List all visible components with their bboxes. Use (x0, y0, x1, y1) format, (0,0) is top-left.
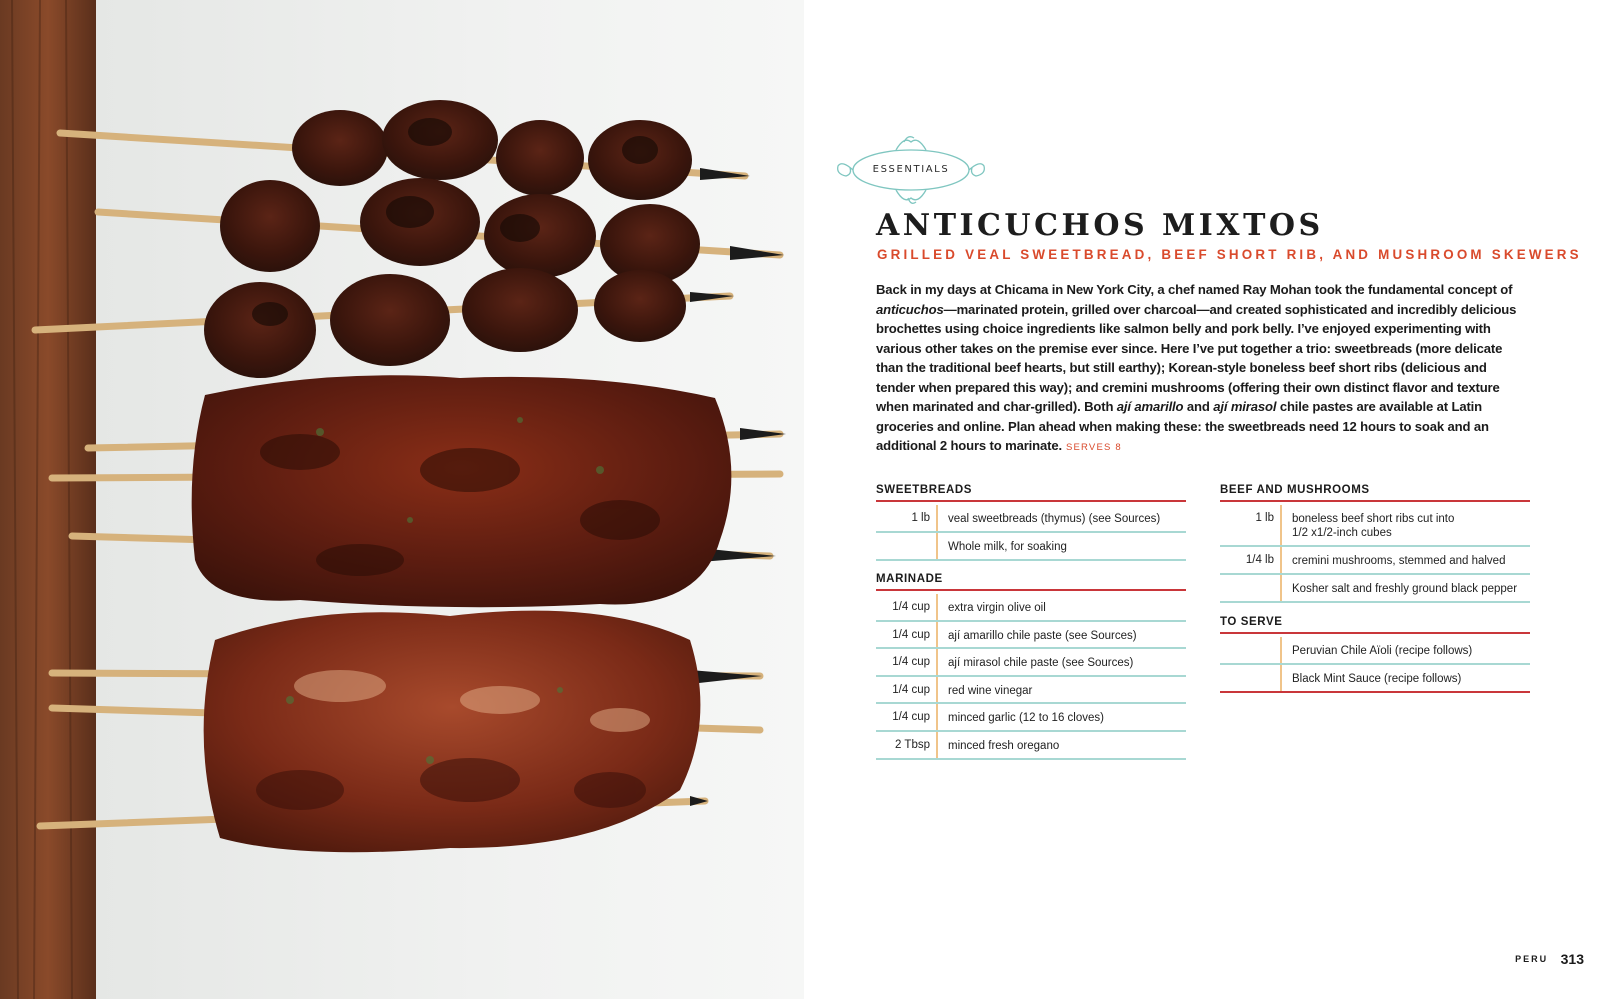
section-title-marinade: MARINADE (876, 573, 1186, 591)
ingredient-qty: 2 Tbsp (876, 732, 938, 758)
intro-line-1: Back in my days at Chicama in New York City, a chef named Ray Mohan took the fundamental concept of (876, 282, 1513, 297)
ingredient-item: Peruvian Chile Aïoli (recipe follows) (1292, 645, 1473, 657)
page-number: 313 (1560, 950, 1584, 967)
intro-term-aji-mirasol: ají mirasol (1213, 399, 1277, 414)
ingredient-row (1220, 505, 1530, 547)
ingredient-item: cremini mushrooms, stemmed and halved (1292, 555, 1506, 567)
ingredient-row (876, 677, 1186, 704)
ingredient-item: ají mirasol chile paste (see Sources) (948, 657, 1134, 669)
country-label: PERU (1515, 953, 1549, 964)
intro-and: and (1183, 399, 1214, 414)
ingredient-qty: 1/4 cup (876, 704, 938, 730)
section-title-sweetbreads: SWEETBREADS (876, 484, 1186, 502)
ingredient-qty: 1 lb (876, 505, 938, 531)
ingredient-item-line-2: 1/2 x1/2-inch cubes (1292, 527, 1392, 539)
ingredient-qty: 1/4 cup (876, 622, 938, 647)
ingredient-row (876, 505, 1186, 533)
marinade-table (876, 594, 1186, 760)
ingredient-item: extra virgin olive oil (948, 602, 1046, 614)
intro-term-anticuchos: anticuchos (876, 301, 944, 317)
section-title-to-serve: TO SERVE (1220, 616, 1530, 634)
ingredient-row (1220, 665, 1530, 693)
ingredient-row (876, 704, 1186, 732)
ingredient-item: Black Mint Sauce (recipe follows) (1292, 673, 1462, 685)
ingredient-row (876, 533, 1186, 561)
ingredient-row (876, 649, 1186, 677)
ingredient-row (1220, 637, 1530, 665)
ingredient-qty (1220, 637, 1282, 663)
intro-line-5: than the traditional beef hearts, but still earthy); Korean-style boneless beef short ribs (delicious and (876, 360, 1487, 375)
ingredient-item: veal sweetbreads (thymus) (see Sources) (948, 513, 1161, 525)
ingredient-row (1220, 547, 1530, 575)
ingredient-qty: 1/4 cup (876, 677, 938, 702)
intro-line-7a: when marinated and char-grilled). Both (876, 399, 1117, 414)
ingredient-row (876, 732, 1186, 760)
intro-line-3: brochettes using choice ingredients like salmon belly and pork belly. I’ve enjoyed experimenting with (876, 321, 1491, 336)
ingredient-item (1282, 505, 1454, 545)
to-serve-table (1220, 637, 1530, 693)
ingredient-item: Whole milk, for soaking (948, 541, 1067, 553)
ingredient-item-line-1: boneless beef short ribs cut into (1292, 513, 1455, 525)
ingredient-qty: 1/4 lb (1220, 547, 1282, 573)
ingredient-row (1220, 575, 1530, 603)
essentials-label: ESSENTIALS (872, 164, 950, 175)
essentials-badge (836, 132, 986, 208)
intro-line-4: various other takes on the premise ever since. Here I’ve put together a trio: sweetbreads (more delicate (876, 340, 1503, 356)
beef-mushrooms-table (1220, 505, 1530, 603)
ingredient-qty (1220, 575, 1282, 601)
recipe-title: ANTICUCHOS MIXTOS (876, 208, 1324, 243)
sweetbreads-table (876, 505, 1186, 561)
recipe-intro (876, 280, 1536, 458)
section-title-beef-mushrooms: BEEF AND MUSHROOMS (1220, 484, 1530, 502)
intro-line-8: groceries and online. Plan ahead when making these: the sweetbreads need 12 hours to soak and an (876, 418, 1489, 434)
ingredient-row (876, 622, 1186, 649)
serves-count: SERVES 8 (1065, 442, 1122, 453)
intro-line-6: tender when prepared this way); and cremini mushrooms (offering their own distinct flavor and texture (876, 379, 1500, 395)
ingredient-item: minced garlic (12 to 16 cloves) (948, 712, 1104, 724)
ingredient-qty: 1 lb (1220, 505, 1282, 545)
intro-line-2 (876, 300, 1536, 320)
ingredient-item: red wine vinegar (948, 685, 1033, 697)
intro-line-7 (876, 397, 1536, 417)
ingredient-row (876, 594, 1186, 622)
ingredient-item: minced fresh oregano (948, 740, 1060, 752)
ingredient-qty: 1/4 cup (876, 594, 938, 620)
page-footer (1515, 950, 1584, 968)
recipe-subtitle: GRILLED VEAL SWEETBREAD, BEEF SHORT RIB, AND MUSHROOM SKEWERS (877, 247, 1582, 262)
intro-line-9-text: additional 2 hours to marinate. (876, 438, 1062, 453)
ingredient-qty (876, 533, 938, 559)
ingredient-qty (1220, 665, 1282, 691)
ingredient-item: Kosher salt and freshly ground black pepper (1292, 583, 1518, 595)
intro-line-7b: chile pastes are available at Latin (1276, 399, 1482, 414)
ingredient-qty: 1/4 cup (876, 649, 938, 675)
intro-line-9 (876, 436, 1536, 458)
intro-term-aji-amarillo: ají amarillo (1116, 399, 1184, 414)
ingredient-item: ají amarillo chile paste (see Sources) (948, 630, 1137, 642)
intro-line-2-text: —marinated protein, grilled over charcoal—and created sophisticated and incredibly delicious (943, 301, 1517, 317)
